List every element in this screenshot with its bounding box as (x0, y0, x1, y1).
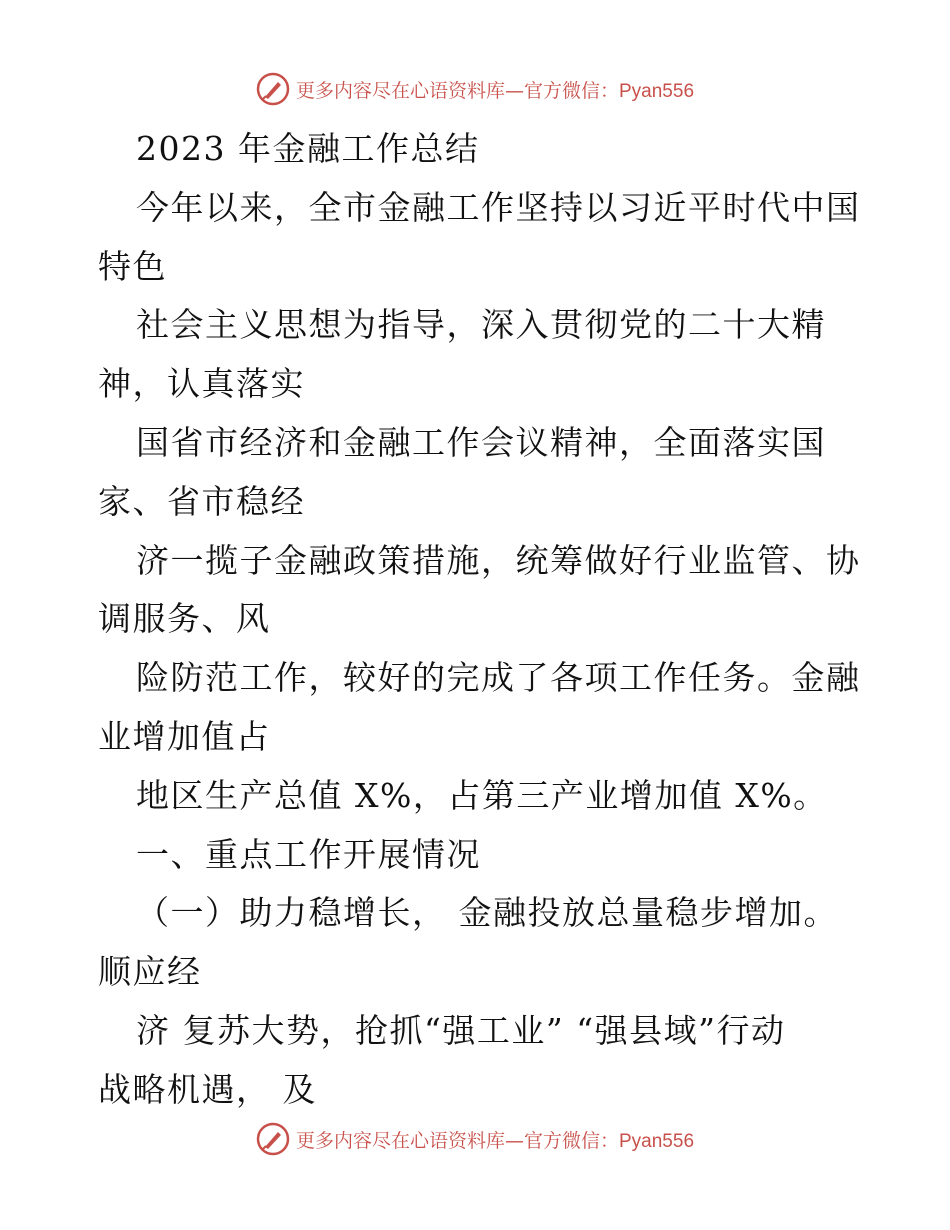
paragraph-line: 神，认真落实 (98, 364, 305, 404)
paragraph-line: 济一揽子金融政策措施，统筹做好行业监管、协 (136, 540, 861, 580)
paragraph-line: 险防范工作，较好的完成了各项工作任务。金融 (136, 658, 861, 698)
section-heading: 一、重点工作开展情况 (136, 834, 481, 874)
watermark-suffix: 官方微信： (523, 1129, 619, 1152)
paragraph-line: 今年以来，全市金融工作坚持以习近平时代中国 (136, 187, 861, 227)
pen-logo-icon (256, 1122, 290, 1156)
watermark-main: 更多内容尽在心语资料库 (295, 79, 505, 102)
watermark-text (296, 76, 694, 103)
paragraph-line: 顺应经 (98, 952, 202, 992)
pen-logo-icon (256, 72, 290, 106)
watermark-main: 更多内容尽在心语资料库 (295, 1129, 505, 1152)
watermark-text (296, 1126, 694, 1153)
paragraph-line: 调服务、风 (98, 599, 271, 639)
watermark-suffix: 官方微信： (523, 79, 619, 102)
paragraph-line: 地区生产总值 X%，占第三产业增加值 X%。 (136, 775, 828, 815)
paragraph-line: 特色 (98, 246, 167, 286)
paragraph-line: 业增加值占 (98, 716, 271, 756)
document-title: 2023 年金融工作总结 (136, 129, 480, 168)
watermark-footer (0, 1122, 950, 1156)
watermark-id: Pyan556 (619, 80, 695, 102)
paragraph-line: 国省市经济和金融工作会议精神，全面落实国 (136, 422, 826, 462)
watermark-id: Pyan556 (619, 1130, 695, 1152)
watermark-separator: — (504, 79, 524, 102)
document-body (98, 120, 861, 1120)
paragraph-line: 济 复苏大势，抢抓“强工业” “强县域”行动 (136, 1010, 786, 1050)
paragraph-line: 战略机遇， 及 (98, 1069, 317, 1109)
paragraph-line: 家、省市稳经 (98, 481, 305, 521)
subsection-heading: （一）助力稳增长， 金融投放总量稳步增加。 (136, 893, 838, 933)
watermark-separator: — (504, 1129, 524, 1152)
watermark-header (0, 72, 950, 106)
paragraph-line: 社会主义思想为指导，深入贯彻党的二十大精 (136, 305, 826, 345)
